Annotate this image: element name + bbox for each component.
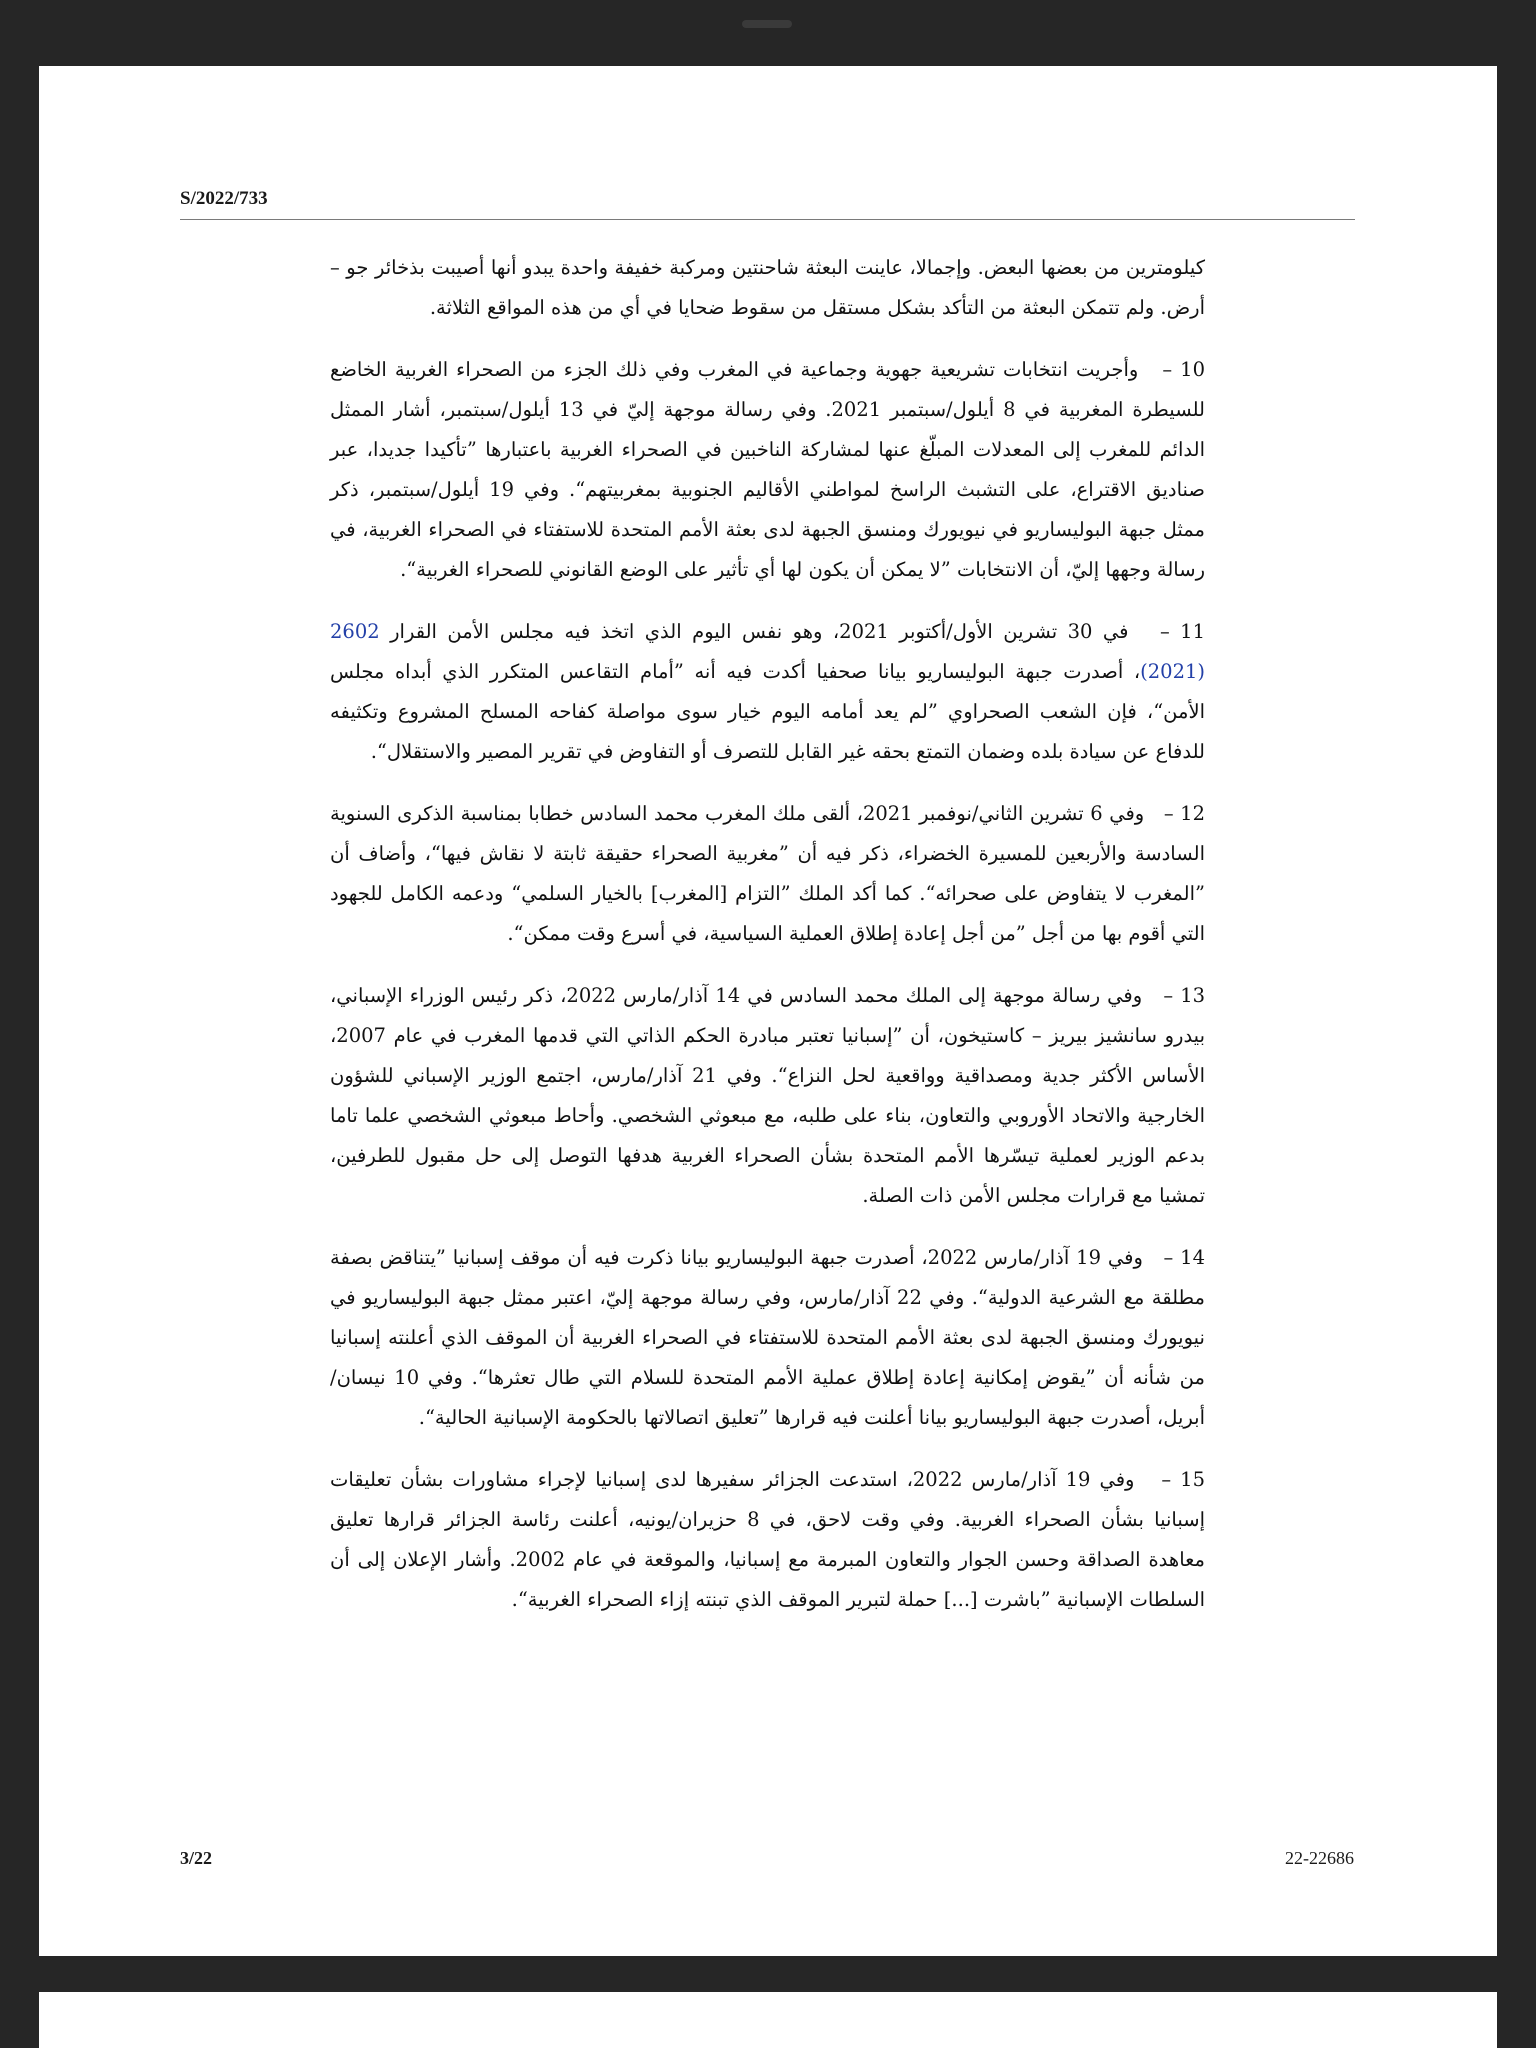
page-number: 3/22	[180, 1848, 213, 1868]
next-page-preview[interactable]	[39, 1992, 1497, 2048]
paragraph-text: وأجريت انتخابات تشريعية جهوية وجماعية في المغرب وفي ذلك الجزء من الصحراء الغربية الخاضع للسيطرة المغربية في 8 أيلول/سبتمبر 2021. وفي رسالة موجهة إليّ في 13 أيلول/سبتمبر، أشار الممثل الدائم للمغرب إلى المعدلات المبلّغ عنها لمشاركة الناخبين في الصحراء الغربية باعتبارها ”تأكيدا جديدا، عبر صناديق الاقتراع، على التشبث الراسخ لمواطني الأقاليم الجنوبية بمغربيتهم“. وفي 19 أيلول/سبتمبر، ذكر ممثل جبهة البوليساريو في نيويورك ومنسق الجبهة لدى بعثة الأمم المتحدة للاستفتاء في الصحراء الغربية، في رسالة وجهها إليّ، أن الانتخابات ”لا يمكن أن يكون لها أي تأثير على الوضع القانوني للصحراء الغربية“.	[330, 358, 1205, 581]
paragraph-14	[330, 1238, 1205, 1438]
paragraph-text: وفي 19 آذار/مارس 2022، استدعت الجزائر سفيرها لدى إسبانيا لإجراء مشاورات بشأن تعليقات إسبانيا بشأن الصحراء الغربية. وفي وقت لاحق، في 8 حزيران/يونيه، أعلنت رئاسة الجزائر قرارها تعليق معاهدة الصداقة وحسن الجوار والتعاون المبرمة مع إسبانيا، والموقعة في عام 2002. وأشار الإعلان إلى أن السلطات الإسبانية ”باشرت [...] حملة لتبرير الموقف الذي تبنته إزاء الصحراء الغربية“.	[330, 1468, 1205, 1611]
paragraph-number: 10 –	[1162, 358, 1205, 381]
paragraph-15	[330, 1460, 1205, 1620]
paragraph-number: 11 –	[1159, 620, 1205, 643]
paragraph-number: 13 –	[1163, 984, 1206, 1007]
header-rule	[180, 219, 1355, 220]
paragraph-text: وفي 19 آذار/مارس 2022، أصدرت جبهة البوليساريو بيانا ذكرت فيه أن موقف إسبانيا ”يتناقض بصفة مطلقة مع الشرعية الدولية“. وفي 22 آذار/مارس، وفي رسالة موجهة إليّ، اعتبر ممثل جبهة البوليساريو في نيويورك ومنسق الجبهة لدى بعثة الأمم المتحدة للاستفتاء في الصحراء الغربية أن الموقف الذي أعلنته إسبانيا من شأنه أن ”يقوض إمكانية إعادة إطلاق عملية الأمم المتحدة للسلام التي طال تعثرها“. وفي 10 نيسان/أبريل، أصدرت جبهة البوليساريو بيانا أعلنت فيه قرارها ”تعليق اتصالاتها بالحكومة الإسبانية الحالية“.	[330, 1246, 1205, 1429]
paragraph-text: في 30 تشرين الأول/أكتوبر 2021، وهو نفس اليوم الذي اتخذ فيه مجلس الأمن القرار	[379, 620, 1129, 643]
paragraph-13	[330, 976, 1205, 1216]
paragraph-10	[330, 350, 1205, 590]
document-body	[330, 248, 1205, 1642]
paragraph-number: 12 –	[1163, 802, 1205, 825]
paragraph-12	[330, 794, 1205, 954]
paragraph-text: وفي رسالة موجهة إلى الملك محمد السادس في 14 آذار/مارس 2022، ذكر رئيس الوزراء الإسباني، بيدرو سانشيز بيريز – كاستيخون، أن ”إسبانيا تعتبر مبادرة الحكم الذاتي التي قدمها المغرب في عام 2007، الأساس الأكثر جدية ومصداقية وواقعية لحل النزاع“. وفي 21 آذار/مارس، اجتمع الوزير الإسباني للشؤون الخارجية والاتحاد الأوروبي والتعاون، بناء على طلبه، مع مبعوثي الشخصي. وأحاط مبعوثي الشخصي علما تاما بدعم الوزير لعملية تيسّرها الأمم المتحدة بشأن الصحراء الغربية هدفها التوصل إلى حل مقبول للطرفين، تمشيا مع قرارات مجلس الأمن ذات الصلة.	[330, 984, 1206, 1207]
resolution-link[interactable]: 2602 (2021)	[330, 620, 1205, 683]
paragraph-text: كيلومترين من بعضها البعض. وإجمالا، عاينت البعثة شاحنتين ومركبة خفيفة واحدة يبدو أنها أصيبت بذخائر جو – أرض. ولم تتمكن البعثة من التأكد بشكل مستقل من سقوط ضحايا في أي من هذه المواقع الثلاثة.	[330, 256, 1205, 319]
page-separator	[0, 1956, 1536, 1992]
paragraph-number: 15 –	[1161, 1468, 1205, 1491]
viewer-handle	[742, 20, 792, 28]
paragraph-11	[330, 612, 1205, 772]
paragraph-number: 14 –	[1163, 1246, 1205, 1269]
paragraph-text: ، أصدرت جبهة البوليساريو بيانا صحفيا أكدت فيه أنه ”أمام التقاعس المتكرر الذي أبداه مجلس الأمن“، فإن الشعب الصحراوي ”لم يعد أمامه اليوم خيار سوى مواصلة كفاحه المسلح المشروع وتكثيفه للدفاع عن سيادة بلده وضمان التمتع بحقه غير القابل للتصرف أو التفاوض في تقرير المصير والاستقلال“.	[330, 660, 1205, 763]
paragraph-text: وفي 6 تشرين الثاني/نوفمبر 2021، ألقى ملك المغرب محمد السادس خطابا بمناسبة الذكرى السنوية السادسة والأربعين للمسيرة الخضراء، ذكر فيه أن ”مغربية الصحراء حقيقة ثابتة لا نقاش فيها“، وأضاف أن ”المغرب لا يتفاوض على صحرائه“. كما أكد الملك ”التزام [المغرب] بالخيار السلمي“ ودعمه الكامل للجهود التي أقوم بها من أجل ”من أجل إعادة إطلاق العملية السياسية، في أسرع وقت ممكن“.	[330, 802, 1205, 945]
document-symbol: S/2022/733	[180, 188, 268, 209]
viewer-top-bar	[0, 0, 1536, 66]
document-code: 22-22686	[1285, 1848, 1354, 1868]
paragraph-continuation	[330, 248, 1205, 328]
